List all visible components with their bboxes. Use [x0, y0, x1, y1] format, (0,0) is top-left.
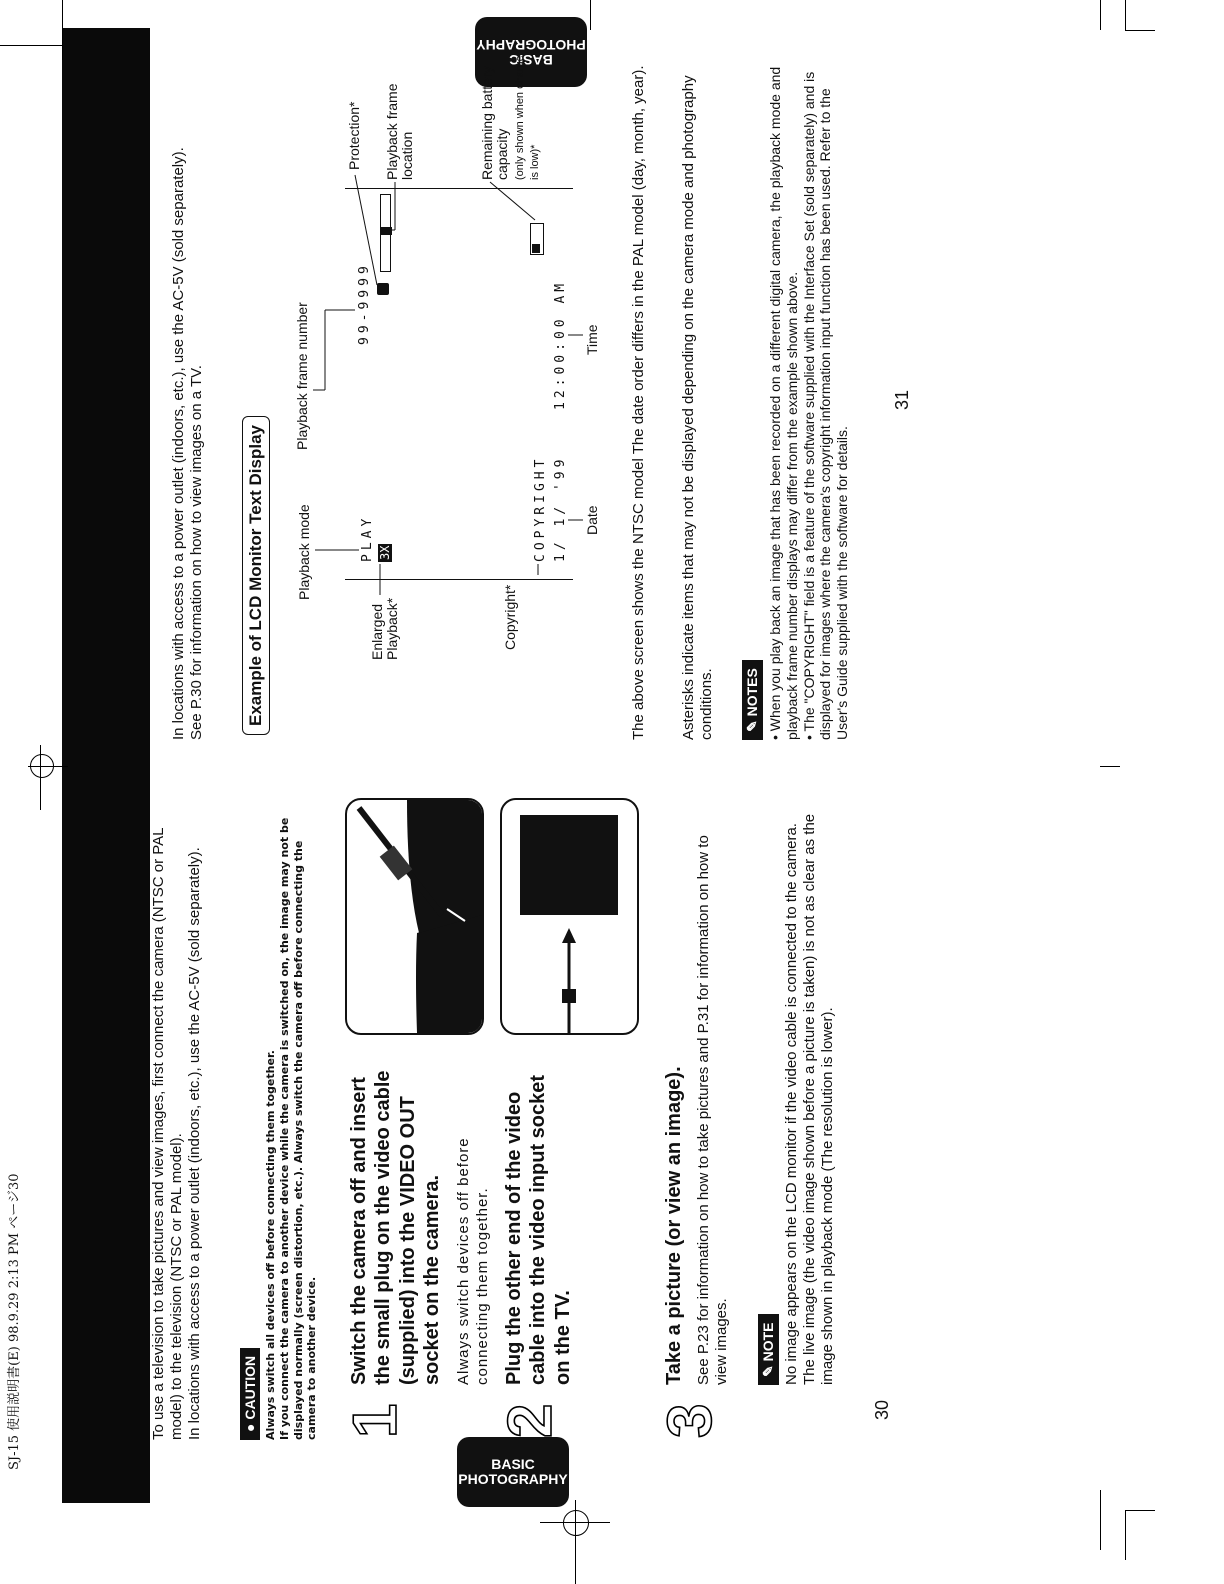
tv-cable-drawing	[502, 800, 637, 1033]
step-desc: Always switch devices off before connecting them together.	[455, 1137, 491, 1385]
lcd-section-title: Example of LCD Monitor Text Display	[242, 416, 270, 735]
camera-cable-illustration	[345, 798, 484, 1035]
note-text	[783, 800, 837, 1385]
tab-line: BASIC	[491, 1456, 535, 1473]
lcd-time: 12:00:00 AM	[553, 279, 568, 410]
intro-para: To use a television to take pictures and view images, first connect the camera (NTSC or PAL model) to the television (NTSC or PAL model).	[150, 828, 185, 1440]
page31-intro	[170, 60, 206, 740]
label-playback-frame-number: Playback frame number	[294, 302, 310, 450]
notes-item: • The "COPYRIGHT" field is a feature of the software supplied with the Interface Set (sold separately) and is displayed for images where the camera's copyright information input function has been used. Refer to the User's Guide supplied with the software for details.	[800, 71, 851, 740]
battery-note: (only shown when charge is low)*	[513, 55, 542, 180]
note-block	[758, 800, 837, 1385]
label-enlarged-playback: Enlarged Playback*	[369, 597, 401, 660]
tab-line: PHOTOGRAPHY	[458, 1471, 568, 1487]
step-desc: See P.23 for information on how to take pictures and P.31 for information on how to view images.	[695, 835, 730, 1385]
print-header-text: SJ-15 使用説明書(E) 98.9.29 2:13 PM ページ30	[7, 1173, 22, 1470]
caution-badge: ● CAUTION	[240, 1348, 260, 1440]
registration-mark	[30, 754, 54, 778]
lcd-frame-number: 99-9999	[357, 262, 372, 345]
notes-label: NOTES	[744, 668, 760, 717]
registration-mark	[590, 0, 591, 30]
page-number: 31	[892, 389, 912, 410]
crop-mark	[1125, 1510, 1155, 1511]
caution-label: CAUTION	[242, 1355, 258, 1420]
notes-item-text: When you play back an image that has been recorded on a different digital camera, the playback mode and playback frame number displays may differ from the example shown above.	[767, 66, 800, 740]
step-1	[341, 800, 491, 1440]
label-date: Date	[584, 505, 600, 535]
lcd-section-title-box	[242, 416, 270, 735]
caution-text	[264, 810, 319, 1440]
step-title: Take a picture (or view an image).	[663, 1066, 685, 1385]
crop-mark	[1100, 1490, 1101, 1550]
notes-badge: ✎ NOTES	[742, 660, 763, 740]
label-playback-frame-location: Playback frame location	[384, 83, 416, 180]
notes-list	[767, 50, 851, 740]
lcd-zoom-indicator: 3X	[378, 545, 392, 560]
label-playback-mode: Playback mode	[296, 504, 312, 600]
notes-item: • When you play back an image that has been recorded on a different digital camera, the playback mode and playback frame number displays may differ from the example shown above.	[767, 66, 800, 740]
basic-photography-tab-left	[457, 1437, 569, 1507]
note-badge: ✎ NOTE	[758, 1314, 779, 1385]
lcd-diagram	[285, 50, 615, 740]
intro-para: See P.30 for information on how to view images on a TV.	[188, 365, 205, 740]
remaining-battery-text: Remaining battery capacity	[479, 66, 511, 180]
black-band	[62, 28, 150, 1503]
step-number: 1	[341, 1403, 410, 1438]
crop-mark	[1125, 1510, 1126, 1560]
page-number: 30	[872, 1399, 892, 1420]
step-title: Plug the other end of the video cable into the video input socket on the TV.	[503, 1074, 574, 1385]
crop-mark	[0, 45, 62, 46]
label-protection: Protection*	[346, 101, 362, 170]
label-time: Time	[584, 324, 600, 355]
asterisk-note: Asterisks indicate items that may not be displayed depending on the camera mode and photography conditions.	[680, 75, 715, 740]
caution-block	[240, 810, 319, 1440]
crop-mark	[1125, 0, 1126, 30]
page30-intro	[150, 810, 204, 1440]
registration-mark	[563, 1510, 589, 1536]
note-line: No image appears on the LCD monitor if the video cable is connected to the camera.	[783, 823, 800, 1385]
print-header	[0, 0, 30, 1584]
label-copyright: Copyright*	[502, 584, 518, 650]
step-2	[496, 800, 650, 1440]
tab-line: BASIC	[509, 51, 553, 68]
leader-lines	[285, 50, 615, 740]
crop-mark	[1100, 766, 1120, 767]
intro-para: In locations with access to a power outlet (indoors, etc.), use the AC-5V (sold separately).	[186, 847, 203, 1440]
intro-para: In locations with access to a power outlet (indoors, etc.), use the AC-5V (sold separately).	[170, 147, 187, 740]
step-number: 3	[656, 1403, 725, 1438]
lcd-mode: PLAY	[360, 514, 375, 562]
tv-cable-illustration	[500, 798, 639, 1035]
notes-block	[742, 50, 851, 740]
caution-line: Always switch all devices off before connecting them together.	[264, 1050, 277, 1440]
registration-mark	[540, 1522, 610, 1523]
note-label: NOTE	[760, 1322, 776, 1362]
camera-cable-drawing	[347, 800, 482, 1033]
crop-mark	[1100, 0, 1101, 30]
step-3	[656, 800, 750, 1440]
step-number: 2	[496, 1403, 565, 1438]
step-title: Switch the camera off and insert the small plug on the video cable (supplied) into the VIDEO OUT socket on the camera.	[348, 1070, 444, 1385]
lcd-copyright: COPYRIGHT	[533, 455, 548, 562]
lcd-date: 1/ 1/ '99	[553, 455, 568, 562]
page-30	[150, 800, 890, 1440]
crop-mark	[1125, 30, 1155, 31]
caution-line: If you connect the camera to another device while the camera is switched on, the image may not be displayed normally (screen distortion, etc.). Always switch the camera off before connecting the camera to another device.	[277, 817, 319, 1440]
page-31	[170, 50, 910, 740]
tab-line: PHOTOGRAPHY	[476, 37, 586, 53]
notes-item-text: The "COPYRIGHT" field is a feature of the software supplied with the Interface Set (sold separately) and is displayed for images where the camera's copyright information input function has been used. Refer to the User's Guide supplied with the software for details.	[800, 71, 851, 740]
ntsc-note: The above screen shows the NTSC model The date order differs in the PAL model (day, month, year).	[630, 65, 647, 740]
note-line: The live image (the video image shown before a picture is taken) is not as clear as the image shown in playback mode (The resolution is lower).	[801, 813, 836, 1385]
crop-mark	[62, 0, 63, 60]
